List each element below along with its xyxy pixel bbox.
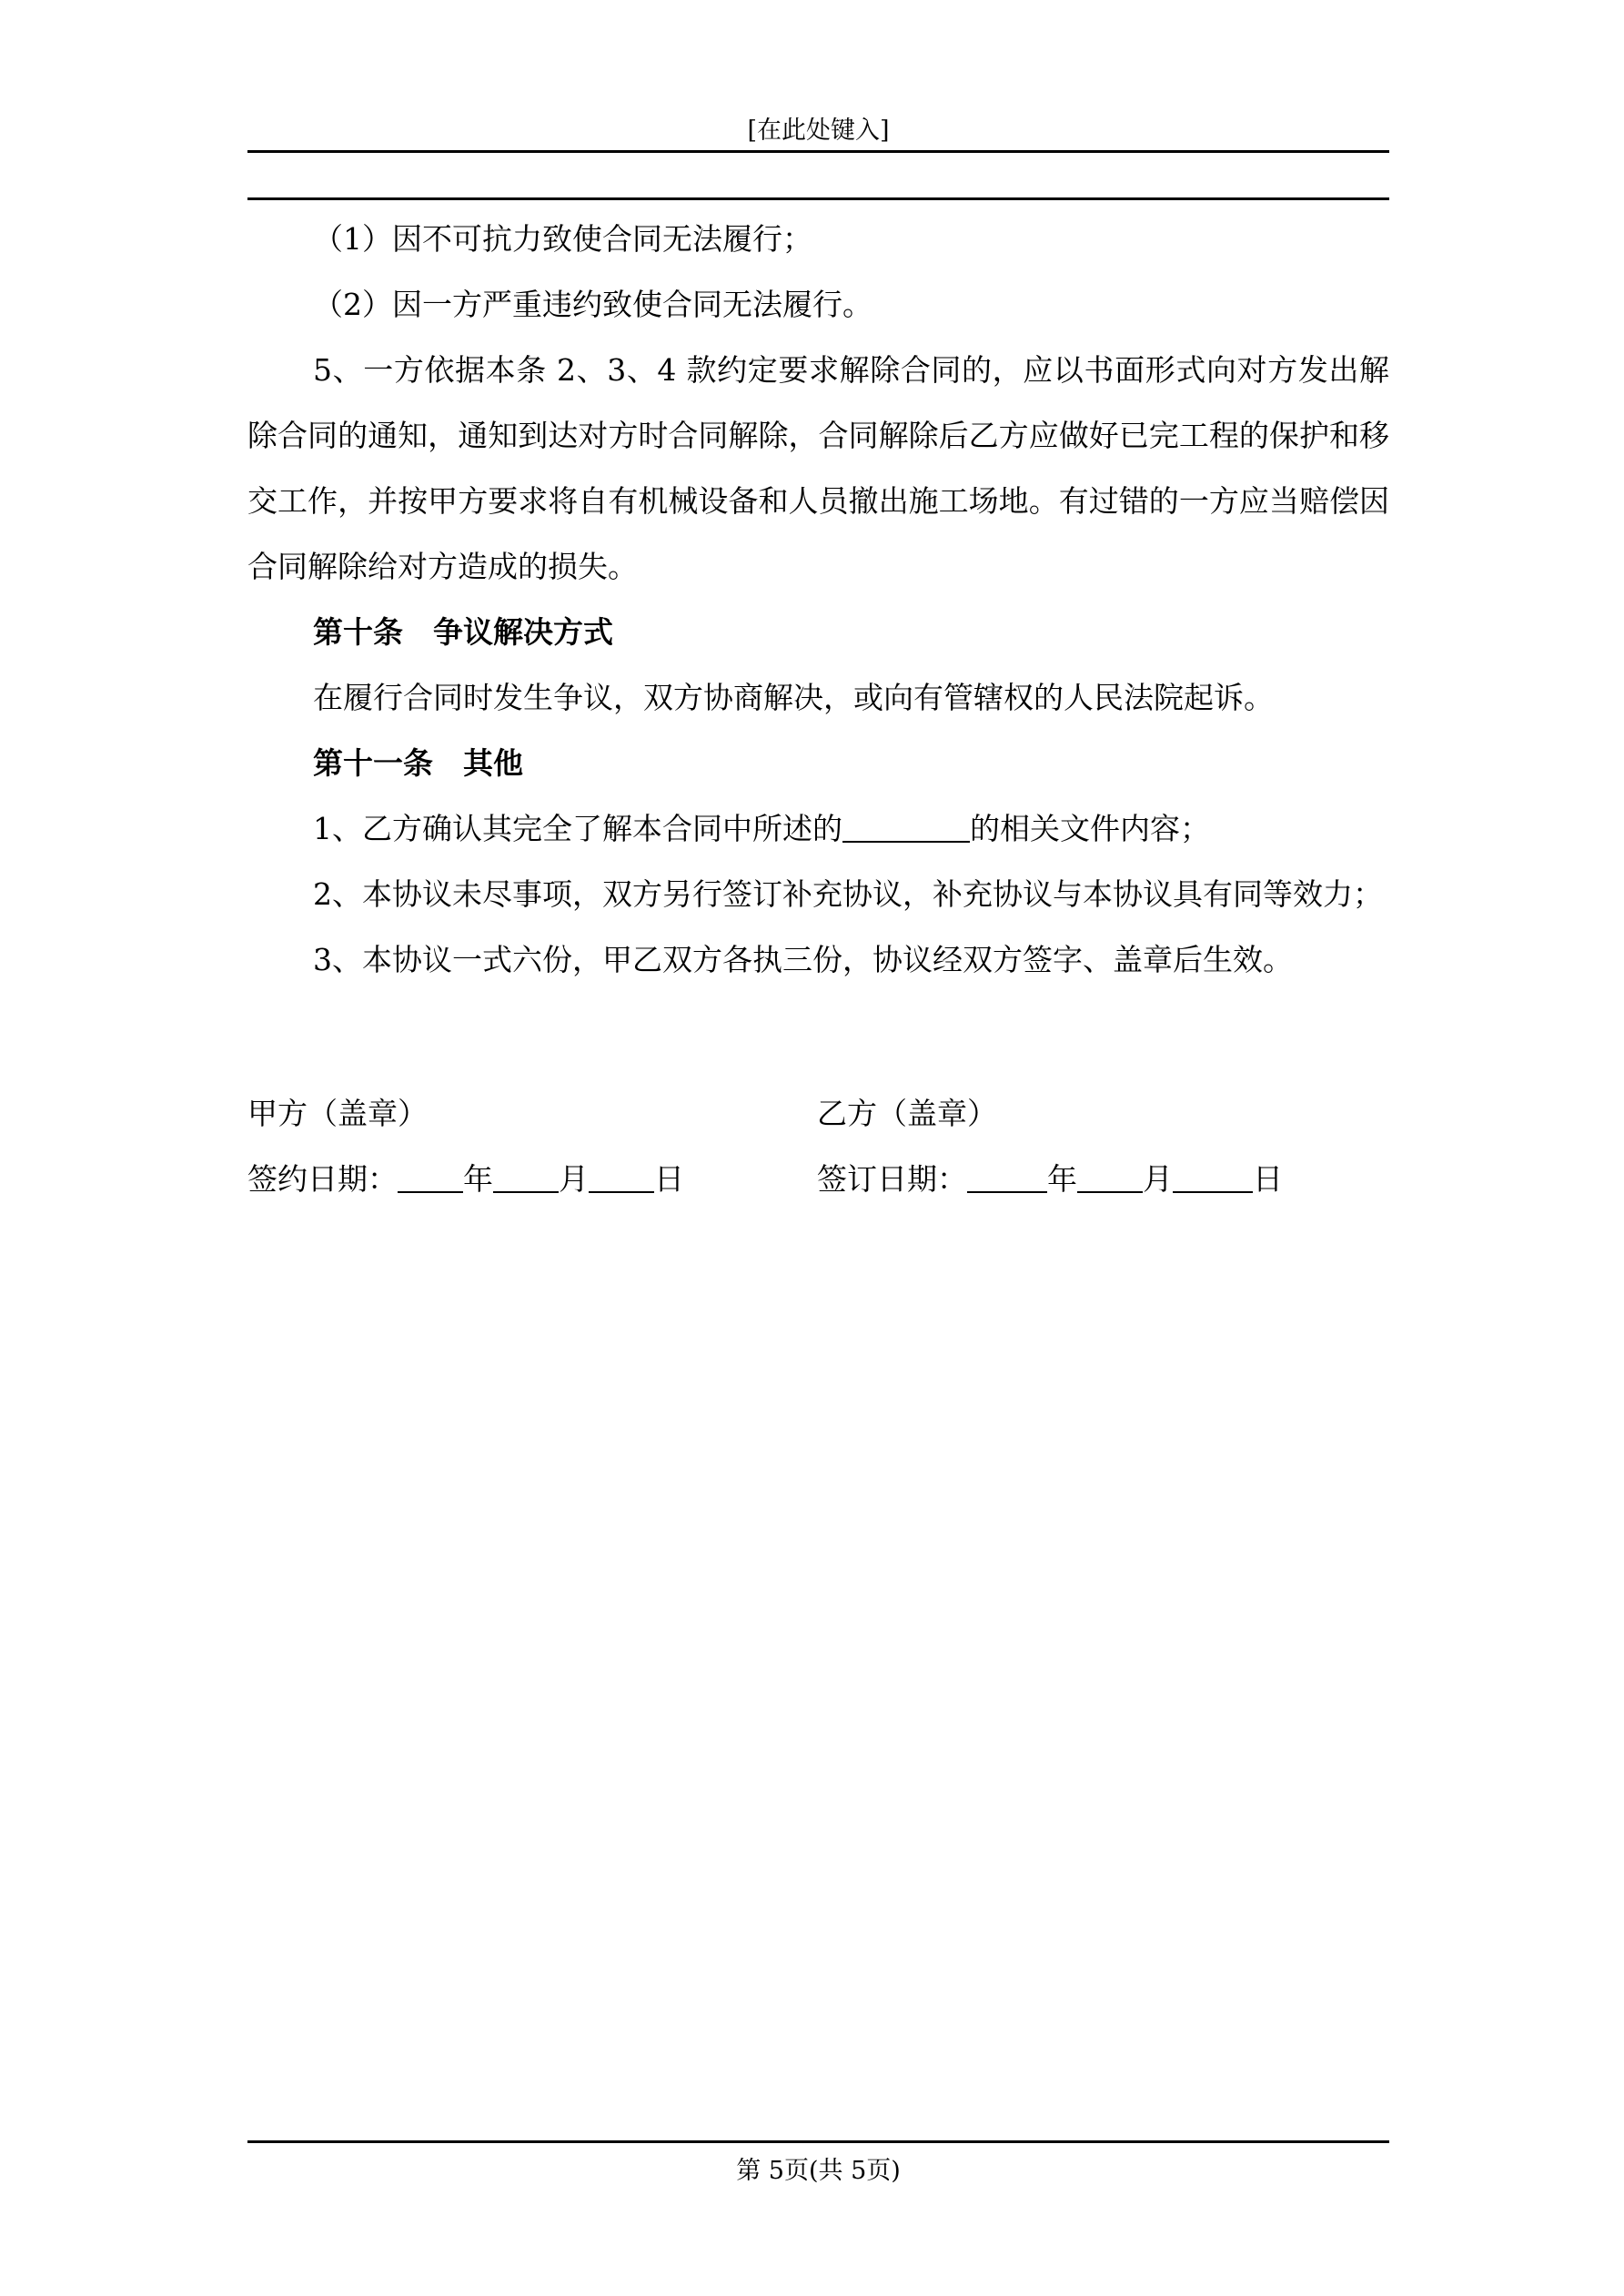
party-a-date-label: 签约日期： bbox=[247, 1161, 398, 1197]
party-b-month-label: 月 bbox=[1143, 1161, 1173, 1197]
clause-3: 3、本协议一式六份，甲乙双方各执三份，协议经双方签字、盖章后生效。 bbox=[313, 942, 1293, 977]
party-a-year-blank[interactable] bbox=[398, 1164, 463, 1193]
party-b-date-line bbox=[817, 1147, 1283, 1212]
party-a-label: 甲方（盖章） bbox=[247, 1096, 428, 1131]
clause-2: 2、本协议未尽事项，双方另行签订补充协议，补充协议与本协议具有同等效力； bbox=[313, 876, 1383, 912]
party-a-day-label: 日 bbox=[654, 1161, 684, 1197]
party-b-month-blank[interactable] bbox=[1077, 1164, 1143, 1193]
article-10-heading: 第十条 争议解决方式 bbox=[313, 614, 613, 650]
party-b-day-label: 日 bbox=[1253, 1161, 1283, 1197]
header-rule-bottom bbox=[247, 197, 1389, 200]
header-text[interactable]: [在此处键入] bbox=[747, 116, 890, 145]
footer-rule bbox=[247, 2140, 1389, 2143]
party-b-date-label: 签订日期： bbox=[817, 1161, 967, 1197]
header-rule-top bbox=[247, 150, 1389, 153]
party-a-date-line bbox=[247, 1147, 684, 1212]
list-item-1: （1）因不可抗力致使合同无法履行； bbox=[313, 221, 812, 257]
party-b-year-label: 年 bbox=[1047, 1161, 1077, 1197]
party-a-signature bbox=[247, 1081, 684, 1212]
article-10-text: 在履行合同时发生争议，双方协商解决，或向有管辖权的人民法院起诉。 bbox=[313, 680, 1274, 715]
clause-1 bbox=[247, 796, 1389, 862]
paragraph-5: 5、一方依据本条 2、3、4 款约定要求解除合同的，应以书面形式向对方发出解除合同的通知，通知到达对方时合同解除，合同解除后乙方应做好已完工程的保护和移交工作，并按甲方要求将自有机械设备和人员撤出施工场地。有过错的一方应当赔偿因合同解除给对方造成的损失。 bbox=[247, 352, 1389, 584]
party-b-signature bbox=[817, 1081, 1283, 1212]
page-number: 第 5页(共 5页) bbox=[736, 2157, 901, 2185]
party-b-label: 乙方（盖章） bbox=[817, 1096, 997, 1131]
document-name-blank[interactable] bbox=[842, 814, 970, 843]
party-b-day-blank[interactable] bbox=[1173, 1164, 1253, 1193]
party-a-month-label: 月 bbox=[559, 1161, 589, 1197]
party-a-month-blank[interactable] bbox=[493, 1164, 559, 1193]
party-a-year-label: 年 bbox=[463, 1161, 493, 1197]
party-a-day-blank[interactable] bbox=[589, 1164, 654, 1193]
party-b-year-blank[interactable] bbox=[967, 1164, 1047, 1193]
document-body bbox=[247, 207, 1389, 993]
clause-1-text-before: 1、乙方确认其完全了解本合同中所述的 bbox=[313, 811, 842, 846]
article-11-heading: 第十一条 其他 bbox=[313, 745, 523, 781]
list-item-2: （2）因一方严重违约致使合同无法履行。 bbox=[313, 287, 873, 322]
clause-1-text-after: 的相关文件内容； bbox=[970, 811, 1210, 846]
